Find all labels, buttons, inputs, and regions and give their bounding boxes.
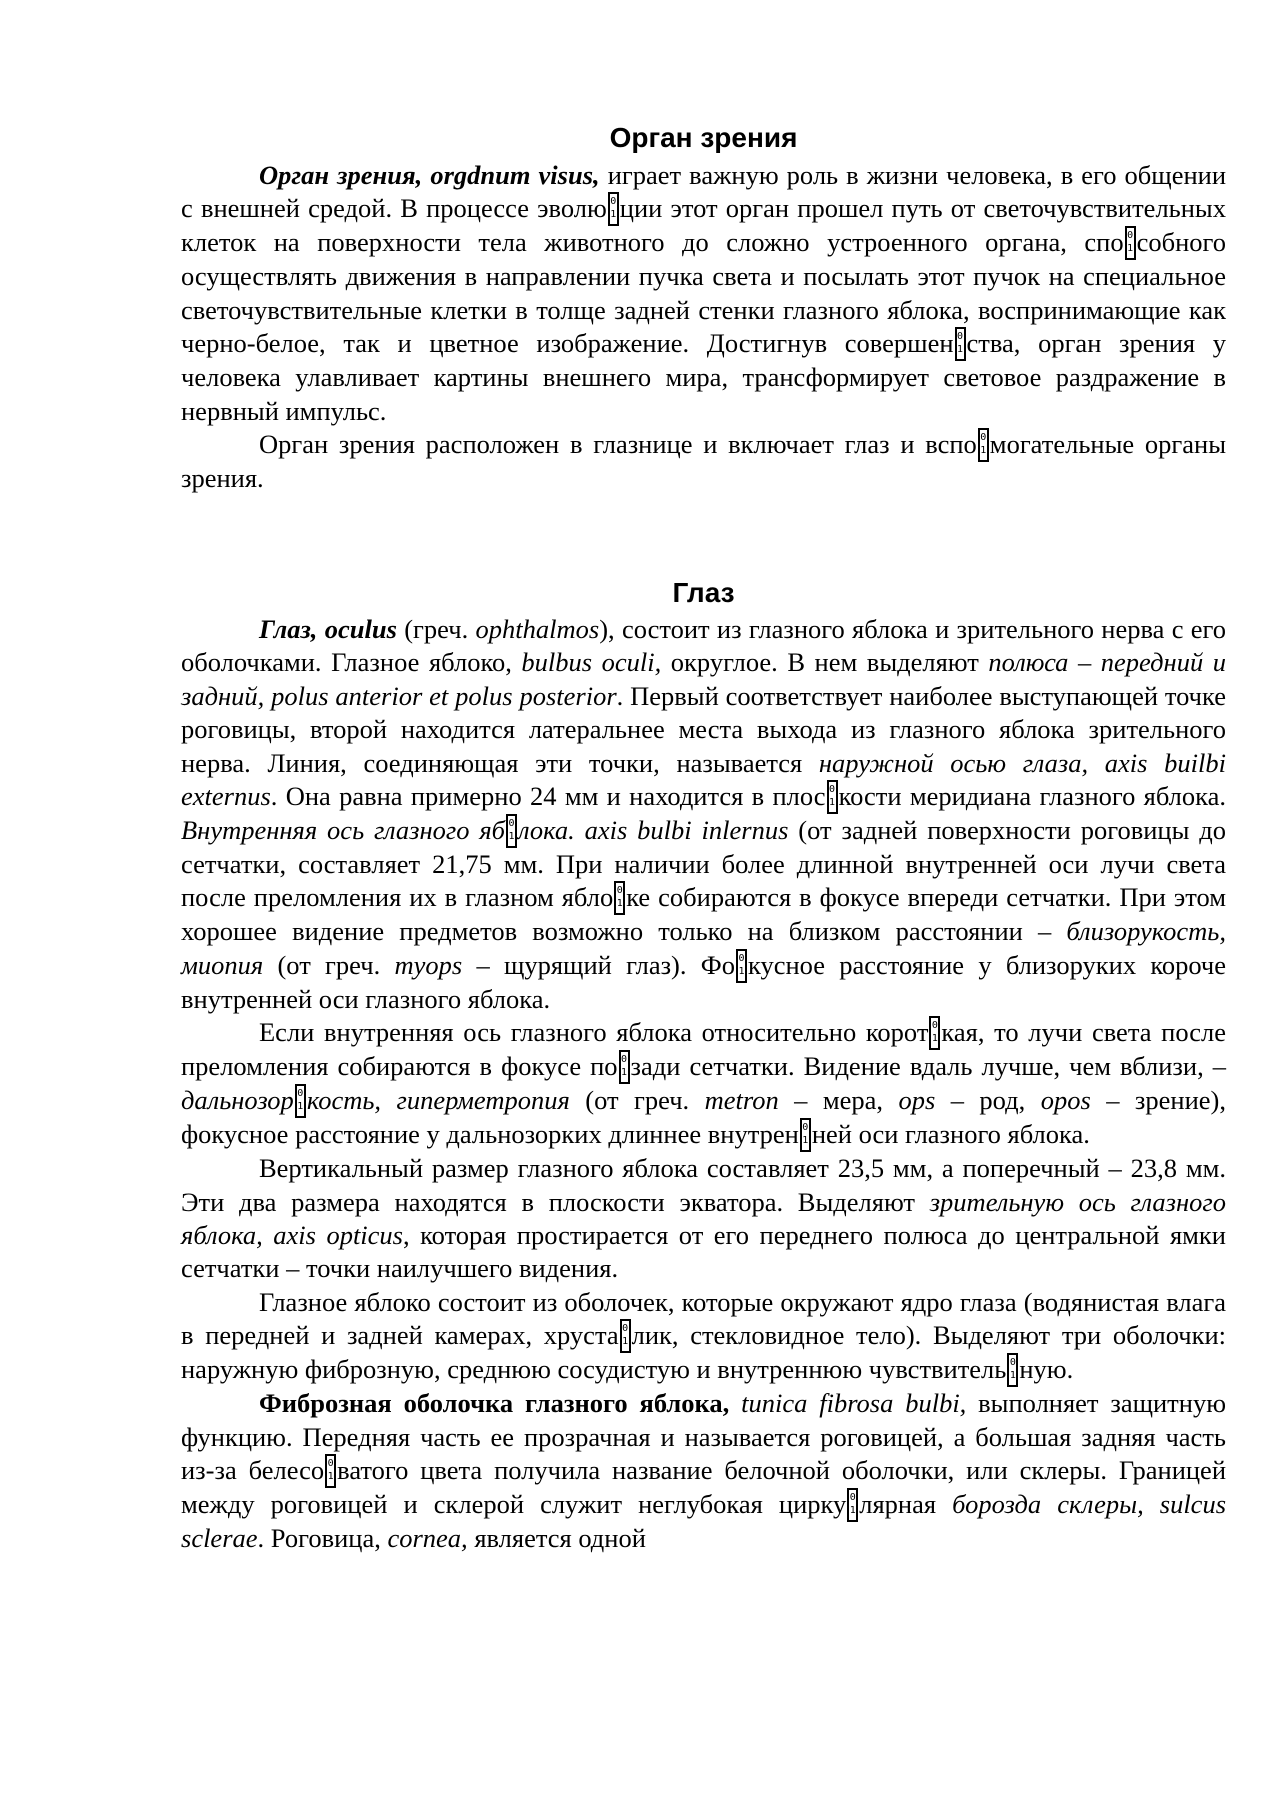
italic-run: opos (1040, 1085, 1091, 1116)
italic-run: bulbus oculi, (521, 647, 662, 678)
text-run: . Роговица, (257, 1523, 388, 1554)
text-run: ства, орган зрения у человека улавливает картины внешнего мира, трансформирует световое раздражение в нервный импульс. (181, 328, 1226, 426)
text-run: выполняет защитную функцию. Передняя часть ее прозрачная и называется роговицей, а большая задняя часть из-за белесо (181, 1388, 1226, 1486)
text-run: кая, то лучи света после преломления собираются в фокусе по (181, 1017, 1226, 1082)
term: Орган зрения, orgdnum visus, (259, 160, 600, 190)
paragraph (181, 1387, 1226, 1555)
italic-run: близорукость, миопия (181, 916, 1226, 980)
text-run: Если внутренняя ось глазного яблока относительно корот (259, 1017, 929, 1048)
term: Глаз, oculus (259, 614, 397, 644)
text-run: . Первый соответствует наиболее выступающей точке роговицы, второй находится латеральнее места выхода из глазного яблока зрительного нерва. Линия, соединяющая эти точки, называется (181, 680, 1226, 778)
italic-run: дальнозор (181, 1085, 294, 1116)
paragraph (181, 1286, 1226, 1387)
text-run: кости меридиана глазного яблока. (838, 781, 1226, 812)
paragraph (181, 428, 1226, 495)
missing-glyph-box: 0 1 (1125, 226, 1136, 260)
paragraph (181, 613, 1226, 1016)
text-run: ней оси глазного яблока. (811, 1119, 1090, 1150)
paragraph (181, 159, 1226, 428)
section-body-organ-of-vision (181, 159, 1226, 495)
missing-glyph-box: 0 1 (736, 949, 747, 983)
text-run: ке собираются в фокусе впереди сетчатки. При этом хорошее видение предметов возможно только на близком расстоянии – (181, 882, 1226, 947)
text-run: ции этот орган прошел путь от светочувствительных клеток на поверхности тела животного до сложно устроенного органа, спо (181, 193, 1226, 258)
missing-glyph-box: 0 1 (619, 1050, 630, 1084)
text-run: могательные органы зрения. (181, 429, 1226, 494)
text-run: (от греч. (569, 1085, 705, 1116)
text-run: (от задней поверхности роговицы до сетчатки, составляет 21,75 мм. При наличии более длинной внутренней оси лучи света после преломления их в глазном ябло (181, 815, 1227, 913)
paragraph (181, 1016, 1226, 1152)
text-run: собного осуществлять движения в направлении пучка света и посылать этот пучок на специальное светочувствительные клетки в толще задней стенки глазного яблока, воспринимающие как черно-белое, так и цветное изображение. Достигнув совершен (181, 227, 1226, 359)
text-run: Вертикальный размер глазного яблока составляет 23,5 мм, а поперечный – 23,8 мм. Эти два размера находятся в плоскости экватора. Выделяют (181, 1153, 1226, 1217)
text-run: ), состоит из глазного яблока и зрительного нерва с его оболочками. Глазное яблоко, (181, 614, 1227, 678)
term: Фиброзная оболочка глазного яблока, (259, 1388, 730, 1419)
section-title-organ-of-vision: Орган зрения (609, 122, 798, 153)
text-run: (от греч. (263, 949, 395, 980)
italic-run: myops (394, 949, 463, 980)
italic-run: зрительную ось глазного яблока, axis opticus (181, 1186, 1226, 1251)
missing-glyph-box: 0 1 (325, 1454, 336, 1488)
italic-run: борозда склеры, sulcus sclerae (181, 1489, 1227, 1554)
missing-glyph-box: 0 1 (1007, 1353, 1018, 1387)
text-run: – зрение), фокусное расстояние у дальнозорких длиннее внутрен (181, 1085, 1226, 1150)
italic-run: Внутренняя ось глазного яб (181, 815, 505, 846)
missing-glyph-box: 0 1 (827, 780, 838, 814)
missing-glyph-box: 0 1 (929, 1016, 940, 1050)
text-run: ватого цвета получила название белочной оболочки, или склеры. Границей между роговицей и склерой служит неглубокая цирку (181, 1455, 1226, 1520)
italic-run: полюса – передний и задний, polus anterior et polus posterior (181, 647, 1226, 711)
missing-glyph-box: 0 1 (620, 1319, 631, 1353)
text-run: Орган зрения расположен в глазнице и включает глаз и вспо (259, 429, 977, 460)
italic-run: metron (704, 1085, 779, 1116)
missing-glyph-box: 0 1 (847, 1488, 858, 1522)
missing-glyph-box: 0 1 (978, 428, 989, 462)
text-run: зади сетчатки. Видение вдаль лучше, чем вблизи, – (630, 1051, 1226, 1082)
text-run: – мера, (778, 1085, 899, 1116)
italic-run: ops (898, 1085, 936, 1116)
text-run: , которая простирается от его переднего полюса до центральной ямки сетчатки – точки наилучшего видения. (181, 1220, 1226, 1284)
italic-run: кость, гиперметропия (306, 1085, 570, 1116)
italic-run: cornea, (387, 1523, 468, 1554)
text-run: является одной (467, 1523, 646, 1554)
italic-run: наружной осью глаза, axis builbi externus (181, 747, 1227, 812)
text-run: – род, (935, 1085, 1041, 1116)
text-run: лярная (859, 1489, 953, 1520)
missing-glyph-box: 0 1 (955, 327, 966, 361)
text-run: (греч. (396, 614, 476, 644)
italic-run: ophthalmos (475, 614, 600, 644)
section-body-eye (181, 613, 1226, 1556)
missing-glyph-box: 0 1 (800, 1118, 811, 1152)
text-run: кусное расстояние у близоруких короче внутренней оси глазного яблока. (181, 949, 1227, 1014)
text-run (729, 1388, 741, 1418)
italic-run: tunica fibrosa bulbi, (741, 1388, 967, 1419)
text-run: лик, стекловидное тело). Выделяют три оболочки: наружную фиброзную, среднюю сосудистую и внутреннюю чувствитель (181, 1320, 1226, 1385)
text-run: – щурящий глаз). Фо (462, 949, 735, 980)
missing-glyph-box: 0 1 (506, 814, 517, 848)
text-run: округлое. В нем выделяют (661, 647, 989, 678)
section-title-eye: Глаз (672, 577, 735, 608)
text-run: . Она равна примерно 24 мм и находится в плос (270, 781, 826, 812)
italic-run: лока. axis bulbi inlernus (517, 815, 789, 846)
text-run: ную. (1019, 1354, 1074, 1385)
text-run: играет важную роль в жизни человека, в его общении с внешней средой. В процессе эволю (181, 160, 1226, 224)
missing-glyph-box: 0 1 (614, 881, 625, 915)
text-run: Глазное яблоко состоит из оболочек, которые окружают ядро глаза (водянистая влага в передней и задней камерах, хруста (181, 1286, 1226, 1351)
missing-glyph-box: 0 1 (295, 1084, 306, 1118)
paragraph (181, 1152, 1226, 1286)
missing-glyph-box: 0 1 (608, 192, 619, 226)
